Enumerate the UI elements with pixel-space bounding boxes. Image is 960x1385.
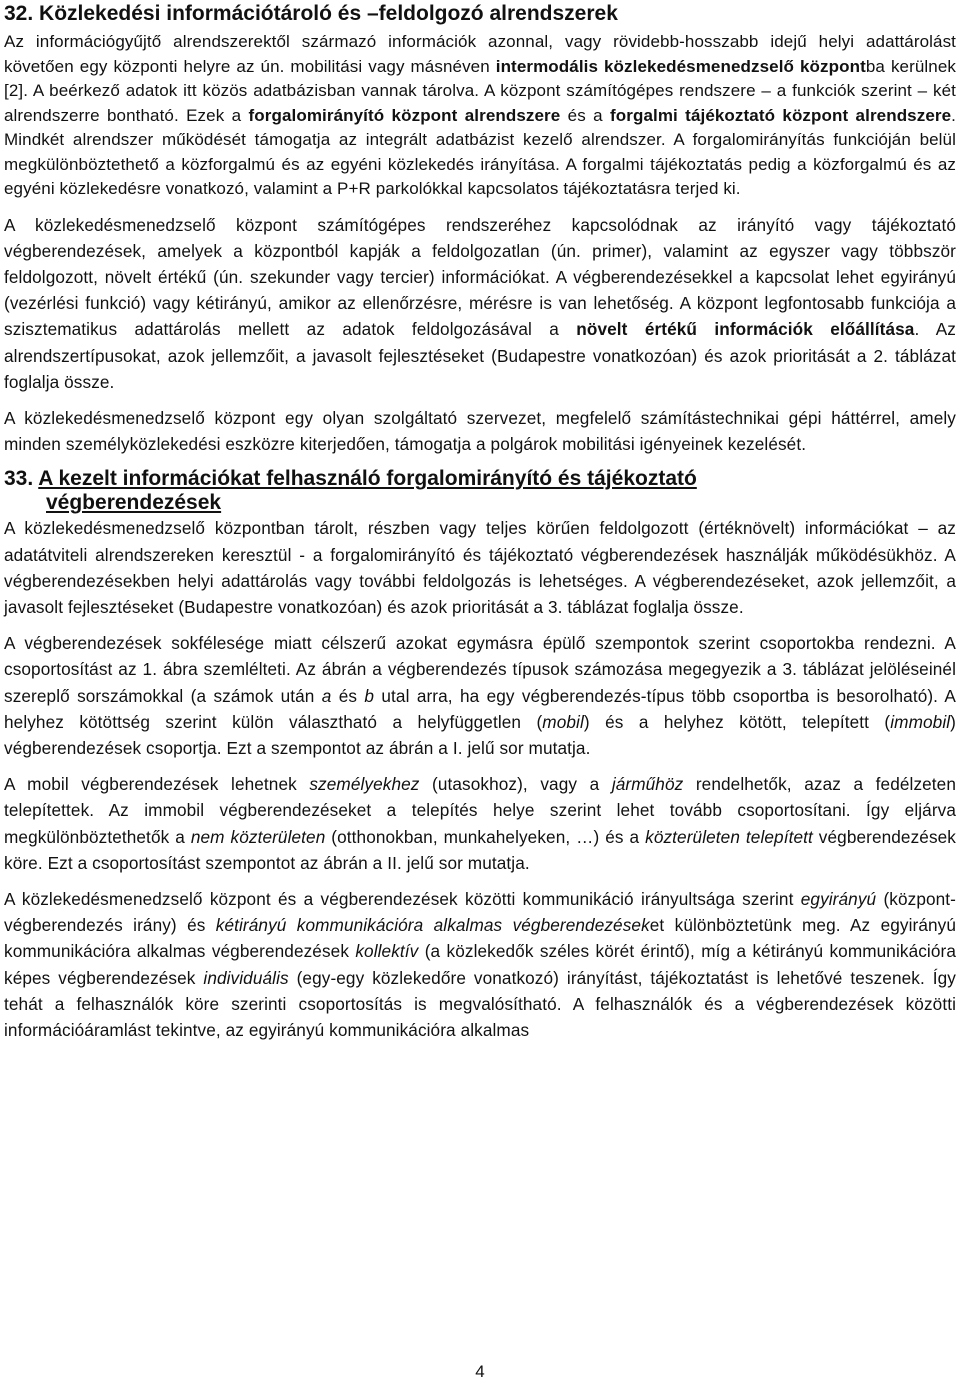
italic-term: mobil (542, 711, 584, 732)
italic-term: b (364, 685, 375, 706)
italic-term: a (321, 685, 332, 706)
text-run: . Mindkét alrendszer működését támogatja az integrált adatbázist kezelő alrendszer. A forgalomirányítás funkcióján belül megkülönböztethető a közforgalmú és az egyéni közlekedés irányítása. A forgalmi tájékoztatás pedig a közforgalmú és az egyéni közlekedésre vonatkozó, valamint a P+R parkolókkal kapcsolatos tájékoztatásra terjed ki. (4, 105, 956, 198)
text-run: ba kerülnek [2]. A beérkező adatok itt közös adatbázisban vannak tárolva. A központ számítógépes rendszere – a funkciók szerint – két alrendszerre bontható. Ezek a (4, 56, 956, 125)
section-33-title-line-1: A kezelt információkat felhasználó forgalomirányító és tájékoztató (38, 467, 697, 491)
section-32-paragraph-3: A közlekedésmenedzselő központ egy olyan szolgáltató szervezet, megfelelő számítástechnikai gépi háttérrel, amely minden személyközlekedési eszközre kiterjedően, támogatja a polgárok mobilitási igényeinek kezelését. (4, 407, 956, 455)
text-run: (központ-végberendezés irány) és (4, 888, 957, 936)
text-run: et különböztetünk meg. Az egyirányú kommunikációra alkalmas végberendezések (4, 915, 957, 962)
section-32-heading (4, 0, 956, 26)
bold-term: intermodális közlekedésmenedzselő központ (495, 56, 866, 76)
section-32-paragraph-2 (4, 212, 956, 395)
text-run: A közlekedésmenedzselő központ számítógépes rendszeréhez kapcsolódnak az irányító vagy tájékoztató végberendezések, amelyek a központból kapják a feldolgozatlan (ún. primer), valamint az egyszer vagy többször feldolgozott, növelt értékű (ún. szekunder vagy tercier) információkat. A végberendezésekkel a kapcsolat lehet egyirányú (vezérlési funkció) vagy kétirányú, amikor az ellenőrzésre, mérésre is van lehetőség. A központ legfontosabb funkciója a szisztematikus adattárolás mellett az adatok feldolgozásával a (4, 214, 956, 340)
section-33-paragraph-2 (4, 630, 956, 761)
section-32-paragraph-1 (4, 30, 956, 202)
text-run: ) és a helyhez kötött, telepített ( (583, 711, 891, 732)
bold-term: növelt értékű információk előállítása (576, 319, 915, 340)
bold-term: forgalmi tájékoztató központ alrendszere (610, 105, 952, 125)
text-run: A mobil végberendezések lehetnek (4, 774, 310, 795)
italic-term: egyirányú (800, 888, 877, 909)
section-32-number: 32. (4, 2, 34, 25)
italic-term: individuális (203, 967, 289, 988)
text-run: ) végberendezések csoportja. Ezt a szempontot az ábrán a I. jelű sor mutatja. (4, 711, 956, 758)
section-33-paragraph-3 (4, 771, 956, 876)
italic-term: közterületen telepített (645, 826, 813, 847)
text-run: és (331, 685, 365, 706)
section-33-paragraph-4 (4, 886, 956, 1043)
text-run: Az információgyűjtő alrendszerektől származó információk azonnal, vagy rövidebb-hosszabb idejű helyi adattárolást követően egy központi helyre az ún. mobilitási vagy másnéven (4, 32, 956, 76)
text-run: végberendezések köre. Ezt a csoportosítást szempontot az ábrán a II. jelű sor mutatja. (4, 826, 956, 873)
text-run: (a közlekedők széles körét érintő), míg a kétirányú kommunikációra képes végberendezések (4, 941, 956, 988)
bold-term: forgalomirányító központ alrendszere (248, 105, 561, 125)
page-number: 4 (475, 1362, 485, 1381)
italic-term: kétirányú kommunikációra alkalmas végberendezések (215, 915, 650, 936)
document-page (4, 0, 956, 1053)
section-32-title: Közlekedési információtároló és –feldolgozó alrendszerek (39, 2, 618, 25)
section-33-heading (4, 467, 956, 515)
text-run: A végberendezések sokfélesége miatt célszerű azokat egymásra épülő szempontok szerint csoportokba rendezni. A csoportosítást az 1. ábra szemlélteti. Az ábrán a végberendezés típusok számozása megegyezik a 3. táblázat jelöléseinél szereplő sorszámokkal (a számok után (4, 633, 956, 706)
text-run: (utasokhoz), vagy a (419, 774, 612, 795)
section-33-paragraph-1: A közlekedésmenedzselő központban tárolt, részben vagy teljes körűen feldolgozott (értéknövelt) információkat – az adatátviteli alrendszereken keresztül - a forgalomirányító és tájékoztató végberendezések használják működésükhöz. A végberendezésekben helyi adattárolás vagy további feldolgozás is lehetséges. A végberendezéseket, azok jellemzőit, a javasolt fejlesztéseket (Budapestre vonatkozóan) és azok prioritását a 3. táblázat foglalja össze. (4, 518, 956, 617)
section-33-title-line-2: végberendezések (46, 491, 222, 515)
text-run: és a (560, 105, 610, 125)
text-run: . Az alrendszertípusokat, azok jellemzőit, a javasolt fejlesztéseket (Budapestre vonatkozóan) és azok prioritását a 2. táblázat foglalja össze. (4, 319, 957, 392)
italic-term: kollektív (355, 941, 419, 962)
italic-term: immobil (890, 711, 951, 732)
text-run: (otthonokban, munkahelyeken, …) és a (325, 826, 646, 847)
section-33-number: 33. (4, 467, 34, 491)
text-run: (egy-egy közlekedőre vonatkozó) irányítást, tájékoztatást is lehetővé teszenek. Így tehát a felhasználók köre szerinti csoportosítás is megvalósítható. A felhasználók és a végberendezések közötti információáramlást tekintve, az egyirányú kommunikációra alkalmas (4, 967, 956, 1040)
italic-term: nem közterületen (190, 826, 326, 847)
italic-term: személyekhez (309, 774, 420, 795)
text-run: utal arra, ha egy végberendezés-típus több csoportba is besorolható). A helyhez kötöttség szerint külön választható a helyfüggetlen ( (4, 685, 956, 732)
text-run: A közlekedésmenedzselő központ és a végberendezések közötti kommunikáció irányultsága szerint (4, 888, 801, 909)
italic-term: járműhöz (611, 774, 684, 795)
text-run: rendelhetők, azaz a fedélzeten telepítettek. Az immobil végberendezéseket a telepítés helye szerint lehet tovább csoportosítani. Így eljárva megkülönböztethetők a (4, 774, 956, 847)
